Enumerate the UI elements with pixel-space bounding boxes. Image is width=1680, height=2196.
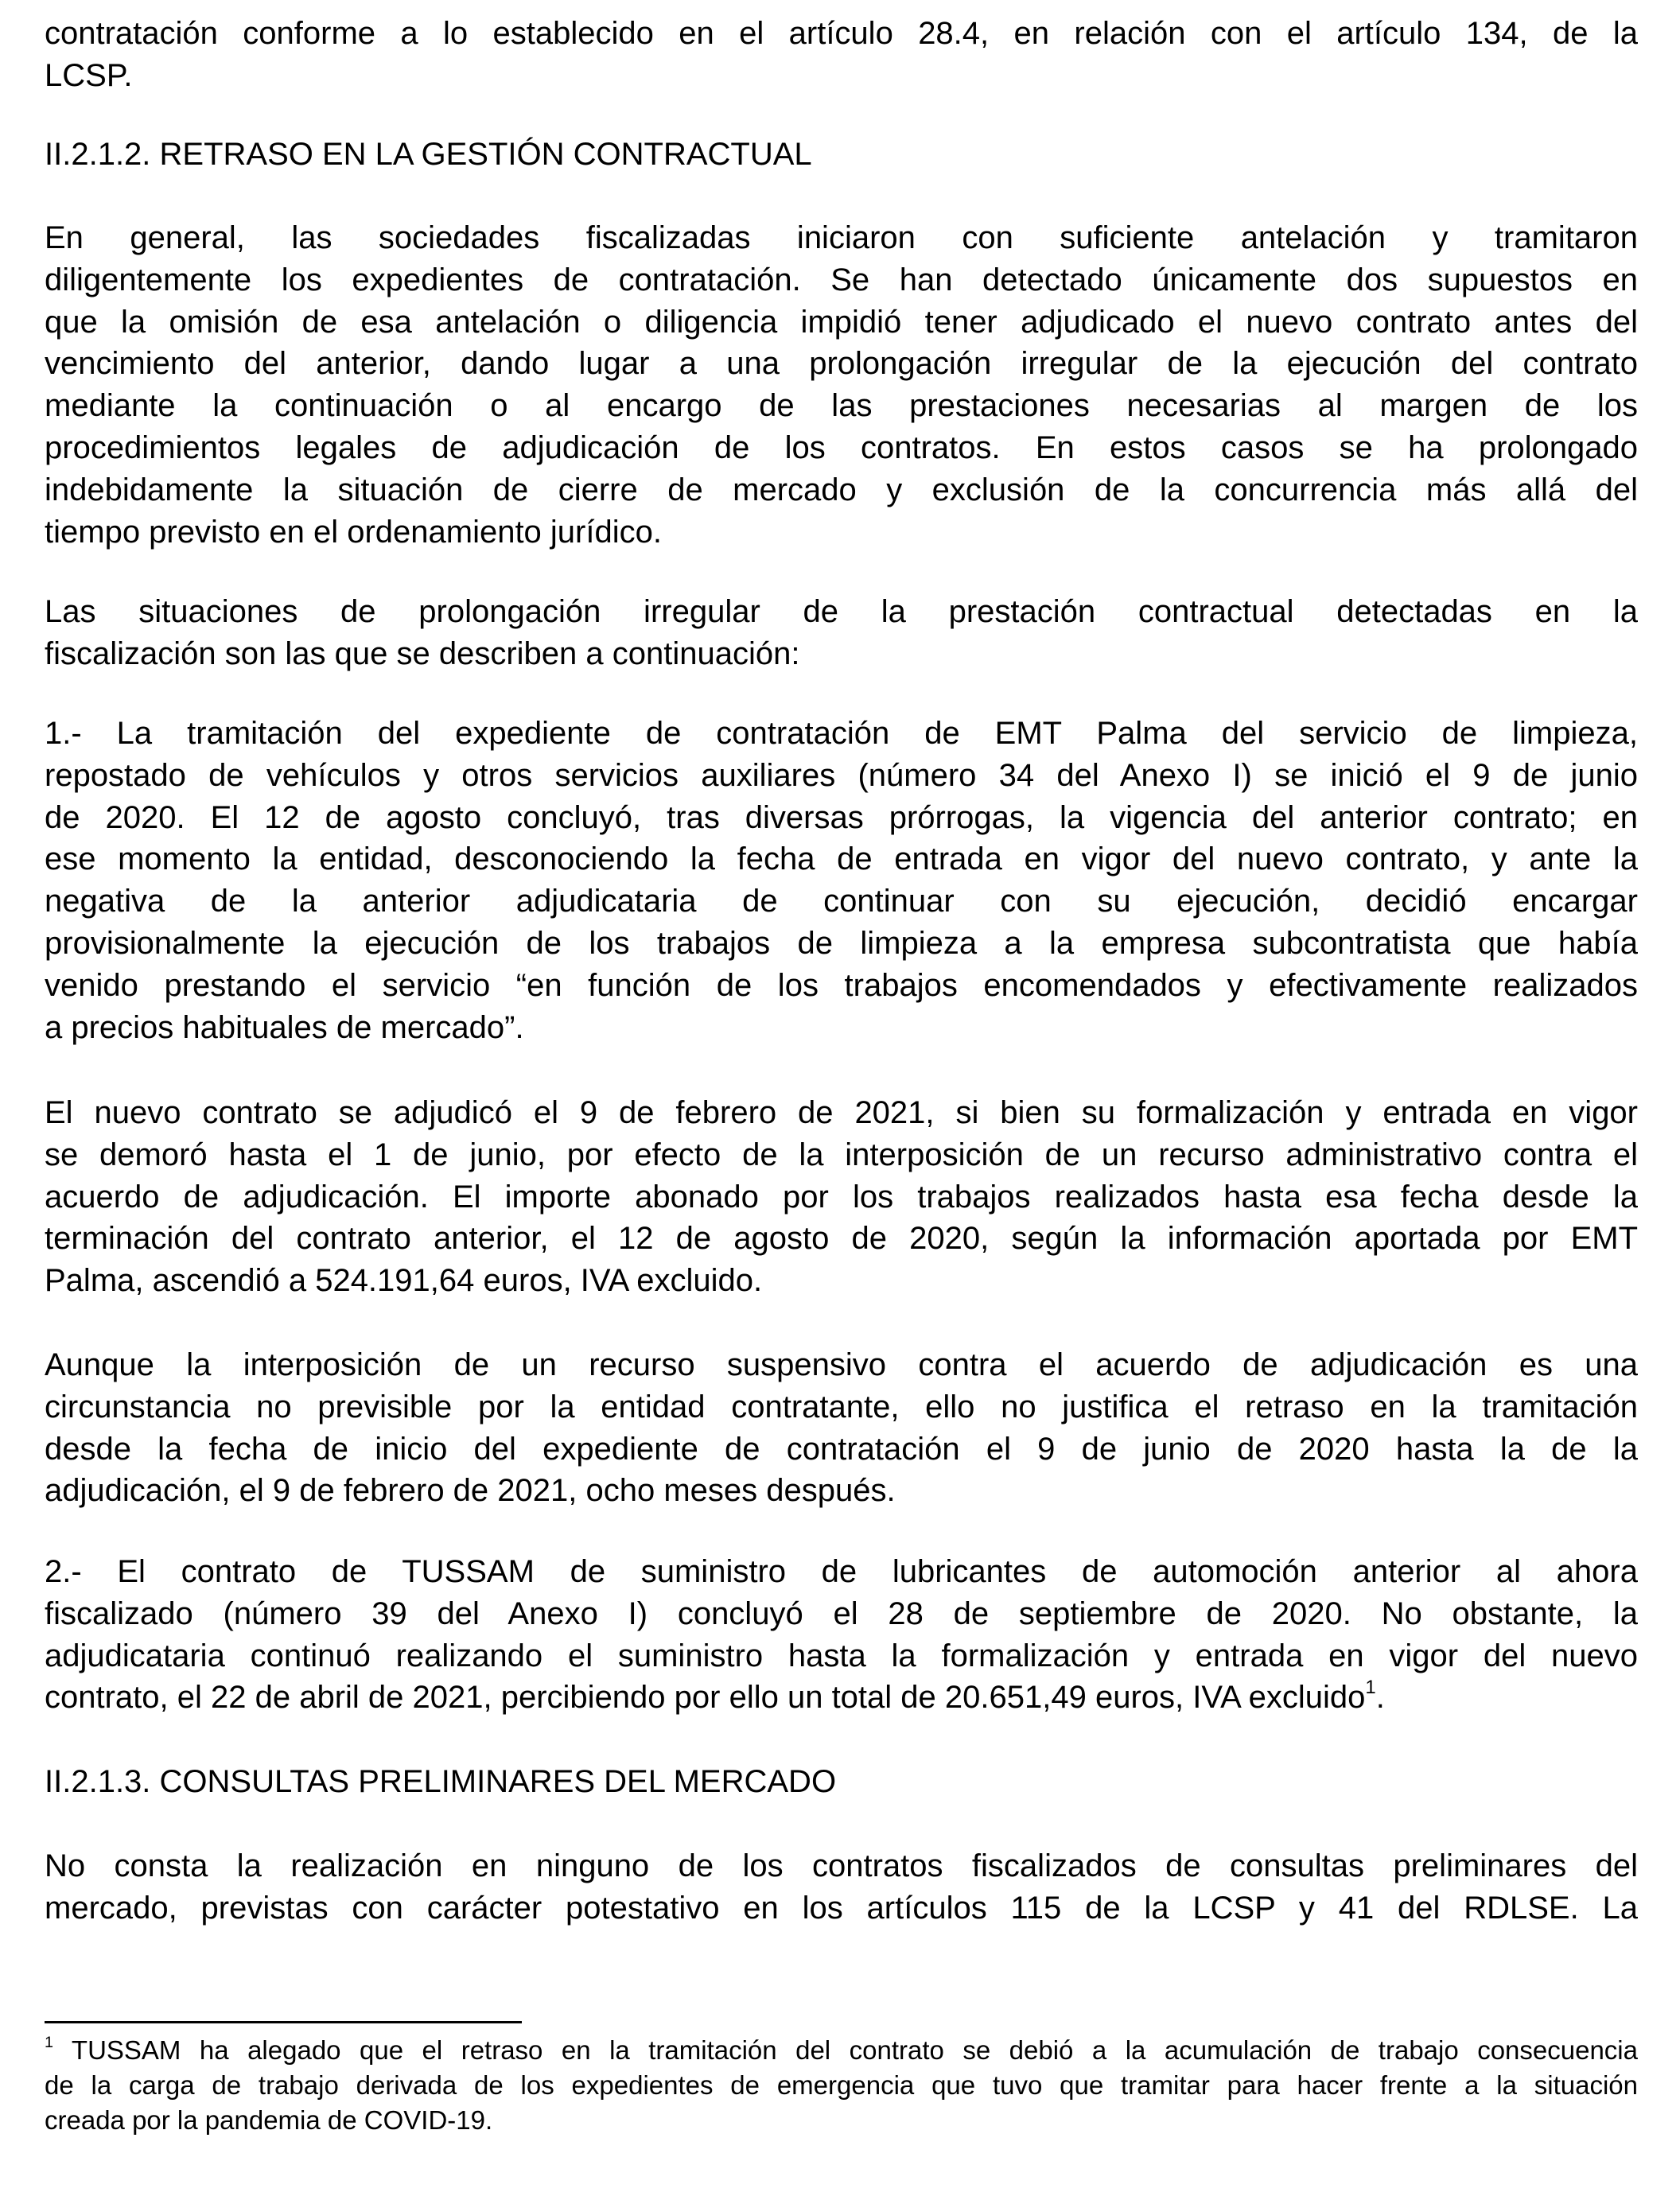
text-line: terminación del contrato anterior, el 12 de agosto de 2020, según la información aportada por EMT bbox=[45, 1221, 1638, 1257]
text-line: provisionalmente la ejecución de los trabajos de limpieza a la empresa subcontratista que había bbox=[45, 925, 1638, 961]
footnote-line bbox=[45, 2033, 1638, 2068]
paragraph-general bbox=[45, 217, 1638, 553]
footnote-line bbox=[45, 2068, 1638, 2103]
text-line: adjudicataria continuó realizando el suministro hasta la formalización y entrada en vigor del nuevo bbox=[45, 1638, 1638, 1673]
text-line: 2.- El contrato de TUSSAM de suministro de lubricantes de automoción anterior al ahora bbox=[45, 1554, 1638, 1589]
section-heading-consultas bbox=[45, 1761, 1638, 1803]
text-line: II.2.1.2. RETRASO EN LA GESTIÓN CONTRACTUAL bbox=[45, 137, 812, 172]
text-line: Aunque la interposición de un recurso suspensivo contra el acuerdo de adjudicación es una bbox=[45, 1347, 1638, 1382]
paragraph-continuation bbox=[45, 13, 1638, 97]
text-line: repostado de vehículos y otros servicios auxiliares (número 34 del Anexo I) se inició el 9 de junio bbox=[45, 757, 1638, 793]
text-line: fiscalizado (número 39 del Anexo I) concluyó el 28 de septiembre de 2020. No obstante, la bbox=[45, 1596, 1638, 1631]
text-line: de 2020. El 12 de agosto concluyó, tras diversas prórrogas, la vigencia del anterior contrato; en bbox=[45, 799, 1638, 835]
text-line: adjudicación, el 9 de febrero de 2021, ocho meses después. bbox=[45, 1473, 896, 1509]
section-heading-retraso bbox=[45, 134, 1638, 176]
text-line: a precios habituales de mercado”. bbox=[45, 1009, 524, 1045]
paragraph-case-tussam bbox=[45, 1551, 1638, 1719]
footnote-text: TUSSAM ha alegado que el retraso en la tramitación del contrato se debió a la acumulación de trabajo consecuencia bbox=[71, 2035, 1638, 2065]
footnote-marker: 1 bbox=[45, 2034, 54, 2052]
text-line: se demoró hasta el 1 de junio, por efecto de la interposición de un recurso administrativo contra el bbox=[45, 1137, 1638, 1172]
text-line: 1.- La tramitación del expediente de contratación de EMT Palma del servicio de limpieza, bbox=[45, 716, 1638, 751]
text-line: mediante la continuación o al encargo de las prestaciones necesarias al margen de los bbox=[45, 388, 1638, 424]
text-line: negativa de la anterior adjudicataria de continuar con su ejecución, decidió encargar bbox=[45, 884, 1638, 919]
text-line: ese momento la entidad, desconociendo la fecha de entrada en vigor del nuevo contrato, y ante la bbox=[45, 841, 1638, 877]
line-punctuation: . bbox=[1375, 1680, 1385, 1716]
text-line: mercado, previstas con carácter potestativo en los artículos 115 de la LCSP y 41 del RDLSE. La bbox=[45, 1890, 1638, 1926]
text-line: II.2.1.3. CONSULTAS PRELIMINARES DEL MERCADO bbox=[45, 1764, 837, 1799]
footnote bbox=[45, 2033, 1638, 2138]
paragraph-case-emt-palma bbox=[45, 713, 1638, 1048]
text-line: que la omisión de esa antelación o diligencia impidió tener adjudicado el nuevo contrato antes del bbox=[45, 304, 1638, 340]
paragraph-nuevo-contrato bbox=[45, 1092, 1638, 1302]
text-line: fiscalización son las que se describen a continuación: bbox=[45, 635, 800, 671]
text-line: No consta la realización en ninguno de los contratos fiscalizados de consultas preliminares del bbox=[45, 1848, 1638, 1883]
text-line: desde la fecha de inicio del expediente de contratación el 9 de junio de 2020 hasta la de la bbox=[45, 1431, 1638, 1467]
text-line: Las situaciones de prolongación irregular de la prestación contractual detectadas en la bbox=[45, 594, 1638, 629]
footnote-reference: 1 bbox=[1365, 1677, 1376, 1699]
text-line: LCSP. bbox=[45, 57, 133, 93]
text-line: En general, las sociedades fiscalizadas iniciaron con suficiente antelación y tramitaron bbox=[45, 220, 1638, 255]
paragraph-recurso bbox=[45, 1344, 1638, 1512]
text-line: circunstancia no previsible por la entidad contratante, ello no justifica el retraso en la tramitación bbox=[45, 1389, 1638, 1424]
text-line: acuerdo de adjudicación. El importe abonado por los trabajos realizados hasta esa fecha desde la bbox=[45, 1179, 1638, 1215]
text-line: procedimientos legales de adjudicación de los contratos. En estos casos se ha prolongado bbox=[45, 429, 1638, 465]
line-text: contrato, el 22 de abril de 2021, percibiendo por ello un total de 20.651,49 euros, IVA excluido bbox=[45, 1680, 1366, 1716]
text-line: indebidamente la situación de cierre de mercado y exclusión de la concurrencia más allá del bbox=[45, 472, 1638, 507]
text-line bbox=[45, 1677, 1638, 1719]
text-line: Palma, ascendió a 524.191,64 euros, IVA excluido. bbox=[45, 1263, 763, 1299]
footnote-separator bbox=[45, 2021, 522, 2023]
footnote-text: creada por la pandemia de COVID-19. bbox=[45, 2105, 493, 2135]
text-line: El nuevo contrato se adjudicó el 9 de febrero de 2021, si bien su formalización y entrada en vigor bbox=[45, 1095, 1638, 1130]
text-line: diligentemente los expedientes de contratación. Se han detectado únicamente dos supuestos en bbox=[45, 262, 1638, 297]
text-line: vencimiento del anterior, dando lugar a una prolongación irregular de la ejecución del contrato bbox=[45, 346, 1638, 382]
paragraph-consultas bbox=[45, 1845, 1638, 1930]
text-line: contratación conforme a lo establecido en el artículo 28.4, en relación con el artículo 134, de la bbox=[45, 16, 1638, 51]
footnote-text: de la carga de trabajo derivada de los expedientes de emergencia que tuvo que tramitar para hacer frente a la situación bbox=[45, 2070, 1638, 2100]
text-line: venido prestando el servicio “en función de los trabajos encomendados y efectivamente realizados bbox=[45, 967, 1638, 1003]
text-line: tiempo previsto en el ordenamiento jurídico. bbox=[45, 514, 662, 550]
footnote-line bbox=[45, 2103, 1638, 2138]
paragraph-situaciones bbox=[45, 591, 1638, 675]
